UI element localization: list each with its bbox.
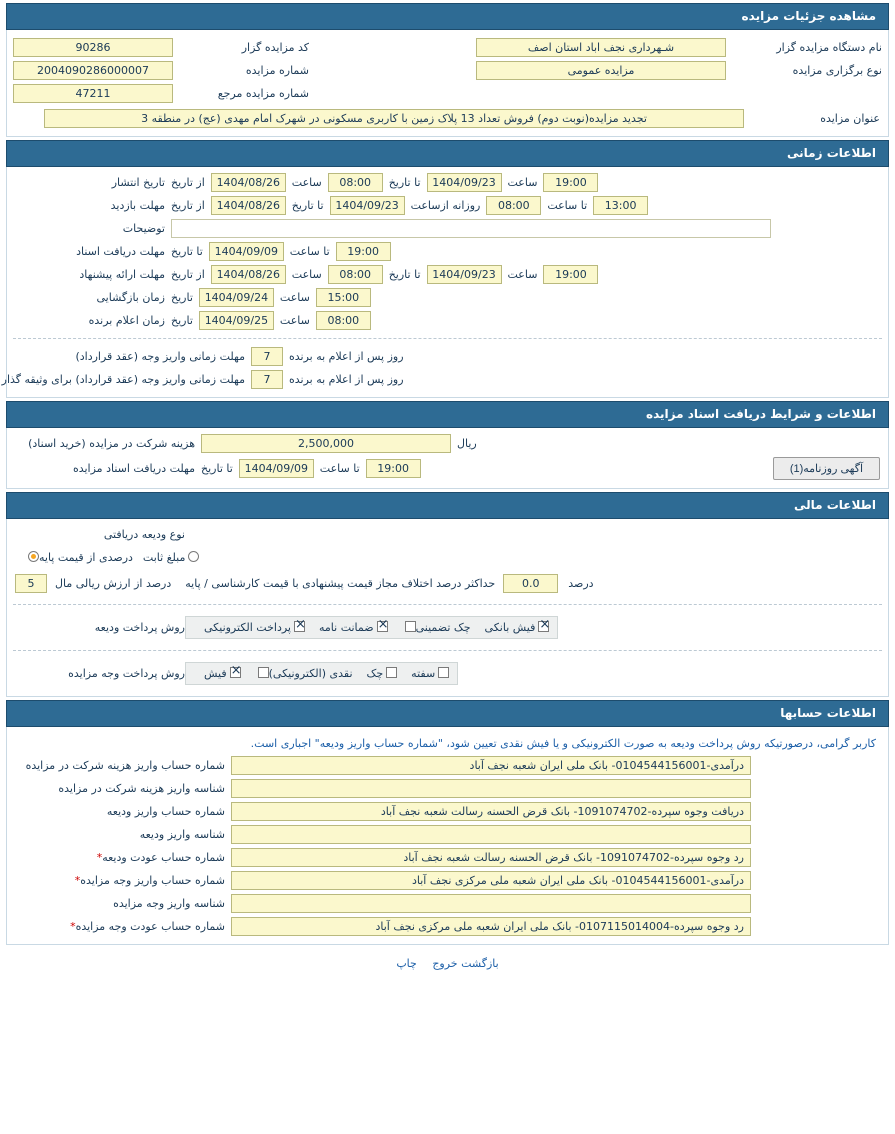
label-payment-account-number [15,874,225,887]
label-offer-to-hour: ساعت [507,268,538,281]
label-deposit-account-number: شماره حساب واریز ودیعه [106,805,225,818]
field-winner-hour[interactable]: 08:00 [316,311,371,330]
field-receive-docs-date[interactable]: 1404/09/09 [209,242,284,261]
label-deposit-days2-suffix: روز پس از اعلام به برنده [289,373,404,386]
field-title[interactable]: تجدید مزایده(نوبت دوم) فروش تعداد 13 پلاک زمین با کاربری مسکونی در شهرک امام مهدی (عج) در منطقه 3 [44,109,744,128]
label-payment-refund-account-text: شماره حساب عودت وجه مزایده [75,920,225,933]
label-fee-account-id: شناسه واریز هزینه شرکت در مزایده [58,782,225,795]
option-fixed-amount[interactable] [143,551,199,564]
field-publish-to-date[interactable]: 1404/09/23 [427,173,502,192]
row-receive-docs [9,240,886,263]
label-winner: زمان اعلام برنده [88,314,165,327]
row-opening [9,286,886,309]
label-percent-value: درصد از ارزش ریالی مال [55,577,172,590]
field-visit-from-date[interactable]: 1404/08/26 [211,196,286,215]
deposit-method-bank-receipt[interactable] [485,621,550,634]
field-docs-deadline-hour[interactable]: 19:00 [366,459,421,478]
section-header-time: اطلاعات زمانی [6,140,889,167]
payment-method-cash-electronic-label: نقدی (الکترونیکی) [268,667,353,680]
row-deposit-days [9,345,886,368]
account-row [9,777,886,800]
label-deposit-type: نوع ودیعه دریافتی [103,528,185,541]
label-ref-number: شماره مزایده مرجع [217,87,309,100]
label-opening-date: تاریخ [171,291,193,304]
label-opening-hour: ساعت [279,291,310,304]
panel-financial [6,519,889,697]
field-org[interactable]: شـهرداری نجف اباد استان اصف [476,38,726,57]
label-code: کد مزایده گزار [241,41,309,54]
section-header-financial: اطلاعات مالی [6,492,889,519]
field-opening-date[interactable]: 1404/09/24 [199,288,274,307]
footer [6,945,889,980]
row-percent-value [9,569,886,598]
label-offer-from: از تاریخ [171,268,205,281]
label-payment-refund-account [15,920,225,933]
section-header-details: مشاهده جزئیات مزایده [6,3,889,30]
row-publish [9,171,886,194]
label-docs-deadline: مهلت دریافت اسناد مزایده [72,462,195,475]
payment-method-group [185,662,458,685]
field-payment-refund-account[interactable]: رد وجوه سپرده-0107115014004- بانک ملی ایران شعبه ملی مرکزی نجف آباد [231,917,751,936]
option-percent-of-base[interactable] [25,551,133,564]
row-deposit-days-guarantor [1,368,886,391]
account-row [9,800,886,823]
label-winner-hour: ساعت [279,314,310,327]
label-deposit-days: مهلت زمانی واریز وجه (عقد قرارداد) [75,350,245,363]
deposit-method-guarantee-letter-label: ضمانت نامه [319,621,374,634]
field-type[interactable]: مزایده عمومی [476,61,726,80]
divider-3 [13,650,882,651]
label-publish-to: تا تاریخ [388,176,421,189]
label-max-diff-unit: درصد [568,577,594,590]
deposit-method-guarantee-letter[interactable] [319,621,388,634]
row-description [9,217,886,240]
field-publish-to-hour[interactable]: 19:00 [543,173,598,192]
label-deposit-days-suffix: روز پس از اعلام به برنده [289,350,404,363]
required-marker: * [70,920,76,933]
field-publish-from-date[interactable]: 1404/08/26 [211,173,286,192]
label-number: شماره مزایده [245,64,309,77]
label-receive-docs-to: تا تاریخ [171,245,203,258]
field-offer-to-date[interactable]: 1404/09/23 [427,265,502,284]
panel-details [6,30,889,137]
row-payment-method [9,657,886,690]
back-exit-link[interactable]: بازگشت خروج [432,957,499,970]
account-row [9,915,886,938]
divider-2 [13,604,882,605]
field-percent-value[interactable]: 5 [15,574,47,593]
field-deposit-account-id[interactable] [231,825,751,844]
field-receive-docs-hour[interactable]: 19:00 [336,242,391,261]
field-visit-daily-from[interactable]: 08:00 [486,196,541,215]
field-opening-hour[interactable]: 15:00 [316,288,371,307]
checkbox-guarantee-letter[interactable] [377,621,388,632]
label-docs-deadline-to: تا تاریخ [201,462,233,475]
field-number[interactable]: 2004090286000007 [13,61,173,80]
label-publish-to-hour: ساعت [507,176,538,189]
row-fee [9,432,886,455]
checkbox-cash-electronic[interactable] [258,667,269,678]
deposit-method-guaranteed-cheque[interactable] [402,621,471,634]
field-fee-account-id[interactable] [231,779,751,798]
row-offer [9,263,886,286]
payment-method-cheque[interactable] [367,667,398,680]
checkbox-cheque[interactable] [386,667,397,678]
field-code[interactable]: 90286 [13,38,173,57]
label-visit-daily-to: تا ساعت [547,199,588,212]
label-visit-daily: روزانه ازساعت [410,199,481,212]
label-fee-unit: ریال [457,437,477,450]
accounts-note: کاربر گرامی، درصورتیکه روش پرداخت ودیعه به صورت الکترونیکی و یا فیش نقدی تعیین شود، "شماره حساب واریز ودیعه" اجباری است. [250,737,876,750]
deposit-method-electronic-label: پرداخت الکترونیکی [204,621,291,634]
label-offer: مهلت ارائه پیشنهاد [79,268,165,281]
label-payment-account-number-text: شماره حساب واریز وجه مزایده [80,874,225,887]
field-ref-number[interactable]: 47211 [13,84,173,103]
field-visit-to-date[interactable]: 1404/09/23 [330,196,405,215]
deposit-method-guaranteed-cheque-label: چک تضمینی [415,621,471,634]
field-deposit-refund-account[interactable]: رد وجوه سپرده-1091074702- بانک قرض الحسنه رسالت شعبه نجف آباد [231,848,751,867]
row-docs-deadline [9,455,886,482]
label-org: نام دستگاه مزایده گزار [776,41,882,54]
option-fixed-amount-label: مبلغ ثابت [142,551,186,564]
row-deposit-type [9,523,886,546]
label-winner-date: تاریخ [171,314,193,327]
account-row [9,823,886,846]
label-offer-hour: ساعت [291,268,322,281]
payment-method-cash-electronic[interactable] [255,667,353,680]
label-publish-from: از تاریخ [171,176,205,189]
option-percent-of-base-label: درصدی از قیمت پایه [39,551,133,564]
account-row [9,846,886,869]
field-payment-account-id[interactable] [231,894,751,913]
checkbox-promissory-note[interactable] [438,667,449,678]
field-winner-date[interactable]: 1404/09/25 [199,311,274,330]
checkbox-guaranteed-cheque[interactable] [405,621,416,632]
field-payment-account-number[interactable]: درآمدی-0104544156001- بانک ملی ایران شعبه ملی مرکزی نجف آباد [231,871,751,890]
field-fee-account-number[interactable]: درآمدی-0104544156001- بانک ملی ایران شعبه نجف آباد [231,756,751,775]
payment-method-receipt-label: فیش [204,667,227,680]
panel-time [1,167,889,398]
label-type: نوع برگزاری مزایده [792,64,882,77]
account-row [9,754,886,777]
account-row [9,869,886,892]
deposit-method-bank-receipt-label: فیش بانکی [484,621,536,634]
row-deposit-percent-option [9,546,886,569]
label-publish: تاریخ انتشار [111,176,165,189]
row-deposit-method [9,611,886,644]
checkbox-electronic-payment[interactable] [294,621,305,632]
field-offer-from-hour[interactable]: 08:00 [328,265,383,284]
deposit-method-electronic[interactable] [204,621,305,634]
payment-method-receipt[interactable] [204,667,241,680]
label-deposit-refund-account-text: شماره حساب عودت ودیعه [102,851,225,864]
field-deposit-days-guarantor[interactable]: 7 [251,370,283,389]
label-fee: هزینه شرکت در مزایده (خرید اسناد) [28,437,195,450]
section-header-accounts: اطلاعات حسابها [6,700,889,727]
label-docs-deadline-hour: تا ساعت [319,462,360,475]
field-offer-from-date[interactable]: 1404/08/26 [211,265,286,284]
field-visit-daily-to[interactable]: 13:00 [593,196,648,215]
label-receive-docs: مهلت دریافت اسناد [76,245,165,258]
print-link[interactable]: چاپ [396,957,417,970]
divider [13,338,882,339]
label-payment-method: روش پرداخت وجه مزایده [68,667,185,680]
row-visit [9,194,886,217]
payment-method-promissory-note[interactable] [411,667,449,680]
label-fee-account-number: شماره حساب واریز هزینه شرکت در مزایده [25,759,225,772]
account-row [9,892,886,915]
label-deposit-account-id: شناسه واریز ودیعه [139,828,225,841]
payment-method-promissory-note-label: سفته [411,667,436,680]
field-max-diff[interactable]: 0.0 [503,574,558,593]
label-deposit-method: روش پرداخت ودیعه [94,621,185,634]
radio-percent-of-base[interactable] [28,551,39,562]
label-description: توضیحات [122,222,165,235]
checkbox-bank-receipt[interactable] [538,621,549,632]
page-root [0,3,895,980]
newspaper-ad-button[interactable]: آگهی روزنامه(1) [773,457,880,480]
deposit-method-group [185,616,558,639]
required-marker: * [74,874,81,887]
label-receive-docs-hour: تا ساعت [289,245,330,258]
field-deposit-account-number[interactable]: دریافت وجوه سپرده-1091074702- بانک قرض الحسنه رسالت شعبه نجف آباد [231,802,751,821]
label-deposit-days-guarantor: مهلت زمانی واریز وجه (عقد قرارداد) برای وثیقه گذار [1,373,245,386]
checkbox-receipt[interactable] [230,667,241,678]
row-winner [9,309,886,332]
label-visit: مهلت بازدید [110,199,165,212]
payment-method-cheque-label: چک [366,667,384,680]
field-deposit-days[interactable]: 7 [251,347,283,366]
label-offer-to: تا تاریخ [388,268,421,281]
label-visit-from: از تاریخ [171,199,205,212]
label-publish-hour: ساعت [291,176,322,189]
radio-fixed-amount[interactable] [188,551,199,562]
required-marker: * [96,851,103,864]
section-header-docs: اطلاعات و شرایط دریافت اسناد مزایده [6,401,889,428]
field-publish-from-hour[interactable]: 08:00 [328,173,383,192]
label-max-diff: حداکثر درصد اختلاف مجاز قیمت پیشنهادی با قیمت کارشناسی / پایه [185,577,496,590]
panel-accounts [6,727,889,945]
field-fee[interactable]: 2,500,000 [201,434,451,453]
field-description[interactable] [171,219,771,238]
label-payment-account-id: شناسه واریز وجه مزایده [113,897,225,910]
panel-docs [6,428,889,489]
field-docs-deadline-date[interactable]: 1404/09/09 [239,459,314,478]
label-title: عنوان مزایده [820,112,880,125]
label-visit-to: تا تاریخ [291,199,324,212]
field-offer-to-hour[interactable]: 19:00 [543,265,598,284]
label-opening: زمان بازگشایی [96,291,165,304]
label-deposit-refund-account [15,851,225,864]
